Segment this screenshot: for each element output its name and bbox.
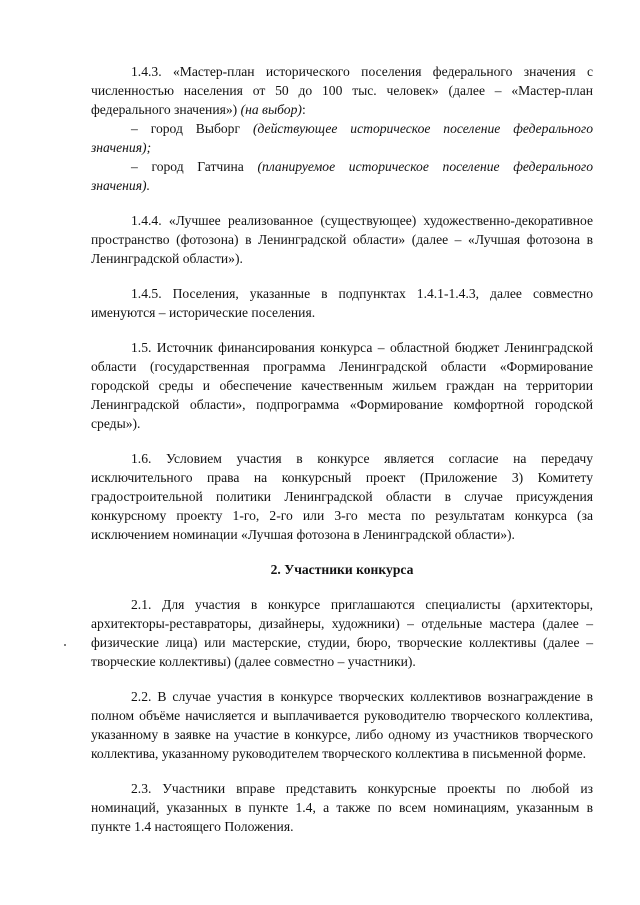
paragraph-2-2: 2.2. В случае участия в конкурсе творческих коллективов вознаграждение в полном объёме начисляется и выплачивается руководителю творческого коллектива, указанному в заявке на участие в конкурсе, либо одному из участников творческого коллектива, указанному руководителем творческого коллектива в письменной форме. — [91, 689, 593, 761]
gatchina-note: (планируемое историческое поселение федерального значения). — [91, 159, 593, 193]
paragraph-1-5: 1.5. Источник финансирования конкурса – областной бюджет Ленинградской области (государственная программа Ленинградской области «Формирование городской среды и обеспечение качественным жильем граждан на территории Ленинградской области», подпрограмма «Формирование комфортной городской среды»). — [91, 340, 593, 431]
paragraph-2-3: 2.3. Участники вправе представить конкурсные проекты по любой из номинаций, указанных в пункте 1.4, а также по всем номинациям, указанным в пункте 1.4 настоящего Положения. — [91, 781, 593, 834]
paragraph-2-1: 2.1. Для участия в конкурсе приглашаются специалисты (архитекторы, архитекторы-реставраторы, дизайнеры, художники) – отдельные мастера (далее – физические лица) или мастерские, студии, бюро, творческие коллективы (далее – творческие коллективы) (далее совместно – участники). — [91, 597, 593, 669]
list-item-vyborg — [91, 119, 593, 157]
paragraph-1-4-3 — [91, 62, 593, 119]
vyborg-note: (действующее историческое поселение федерального значения); — [91, 121, 593, 155]
paragraph-1-4-5: 1.4.5. Поселения, указанные в подпунктах 1.4.1-1.4.3, далее совместно именуются – исторические поселения. — [91, 286, 593, 320]
paragraph-1-4-3-tail: : — [301, 102, 306, 117]
gatchina-text: – город Гатчина — [131, 159, 258, 174]
vyborg-text: – город Выборг — [131, 121, 253, 136]
paragraph-1-4-4: 1.4.4. «Лучшее реализованное (существующее) художественно-декоративное пространство (фотозона) в Ленинградской области» (далее – «Лучшая фотозона в Ленинградской области»). — [91, 213, 593, 266]
paragraph-1-4-3-text: 1.4.3. «Мастер-план исторического поселения федерального значения с численностью населения от 50 до 100 тыс. человек» (далее – «Мастер-план федерального значения») — [91, 64, 593, 117]
document-page — [91, 62, 593, 836]
paragraph-1-4-3-note: (на выбор) — [240, 102, 302, 117]
list-item-gatchina — [91, 157, 593, 195]
scan-dot — [64, 644, 66, 646]
paragraph-1-6: 1.6. Условием участия в конкурсе является согласие на передачу исключительного права на конкурсный проект (Приложение 3) Комитету градостроительной политики Ленинградской области в случае присуждения конкурсному проекту 1-го, 2-го или 3-го места по результатам конкурса (за исключением номинации «Лучшая фотозона в Ленинградской области»). — [91, 451, 593, 542]
section-2-title: 2. Участники конкурса — [270, 562, 414, 577]
